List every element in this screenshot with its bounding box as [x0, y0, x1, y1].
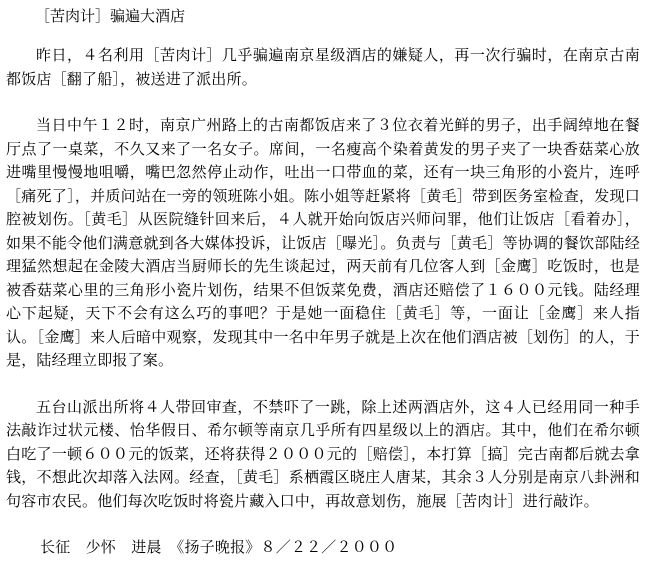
article-byline: 长征 少怀 进晨 《扬子晚报》８／２２／２０００ — [40, 538, 398, 556]
spacer — [6, 91, 640, 114]
spacer — [6, 373, 640, 396]
spacer — [6, 28, 640, 44]
article-paragraph-1: 昨日，４名利用［苦肉计］几乎骗遍南京星级酒店的嫌疑人，再一次行骗时，在南京古南都饭店［翻了船］，被送进了派出所。 — [6, 46, 640, 88]
article-paragraph-2: 当日中午１２时，南京广州路上的古南都饭店来了３位衣着光鲜的男子，出手阔绰地在餐厅点了一桌菜，不久又来了一名女子。席间，一名瘦高个染着黄发的男子夹了一块香菇菜心放进嘴里慢慢地咀嚼，嘴巴忽然停止动作，吐出一口带血的菜，还有一块三角形的小瓷片，连呼［痛死了］，并质问站在一旁的领班陈小姐。陈小姐等赶紧将［黄毛］带到医务室检查，发现口腔被划伤。［黄毛］从医院缝针回来后，４人就开始向饭店兴师问罪，他们让饭店［看着办］，如果不能令他们满意就到各大媒体投诉，让饭店［曝光］。负责与［黄毛］等协调的餐饮部陆经理猛然想起在金陵大酒店当厨师长的先生谈起过，两天前有几位客人到［金鹰］吃饭时，也是被香菇菜心里的三角形小瓷片划伤，结果不但饭菜免费，酒店还赔偿了１６００元钱。陆经理心下起疑，天下不会有这么巧的事吧？于是她一面稳住［黄毛］等，一面让［金鹰］来人指认。［金鹰］来人后暗中观察，发现其中一名中年男子就是上次在他们酒店被［划伤］的人，于是，陆经理立即报了案。 — [6, 116, 640, 369]
article — [6, 4, 640, 560]
article-paragraph-3: 五台山派出所将４人带回审查，不禁吓了一跳，除上述两酒店外，这４人已经用同一种手法敲诈过状元楼、怡华假日、希尔顿等南京几乎所有四星级以上的酒店。其中，他们在希尔顿白吃了一顿６００元的饭菜，还将获得２０００元的［赔偿］，本打算［搞］完古南都后就去拿钱，不想此次却落入法网。经查，［黄毛］系栖霞区晓庄人唐某，其余３人分别是南京八卦洲和句容市农民。他们每次吃饭时将瓷片藏入口中，再故意划伤，施展［苦肉计］进行敲诈。 — [6, 397, 640, 510]
spacer — [6, 513, 640, 536]
article-title: ［苦肉计］骗遍大酒店 — [35, 7, 186, 25]
